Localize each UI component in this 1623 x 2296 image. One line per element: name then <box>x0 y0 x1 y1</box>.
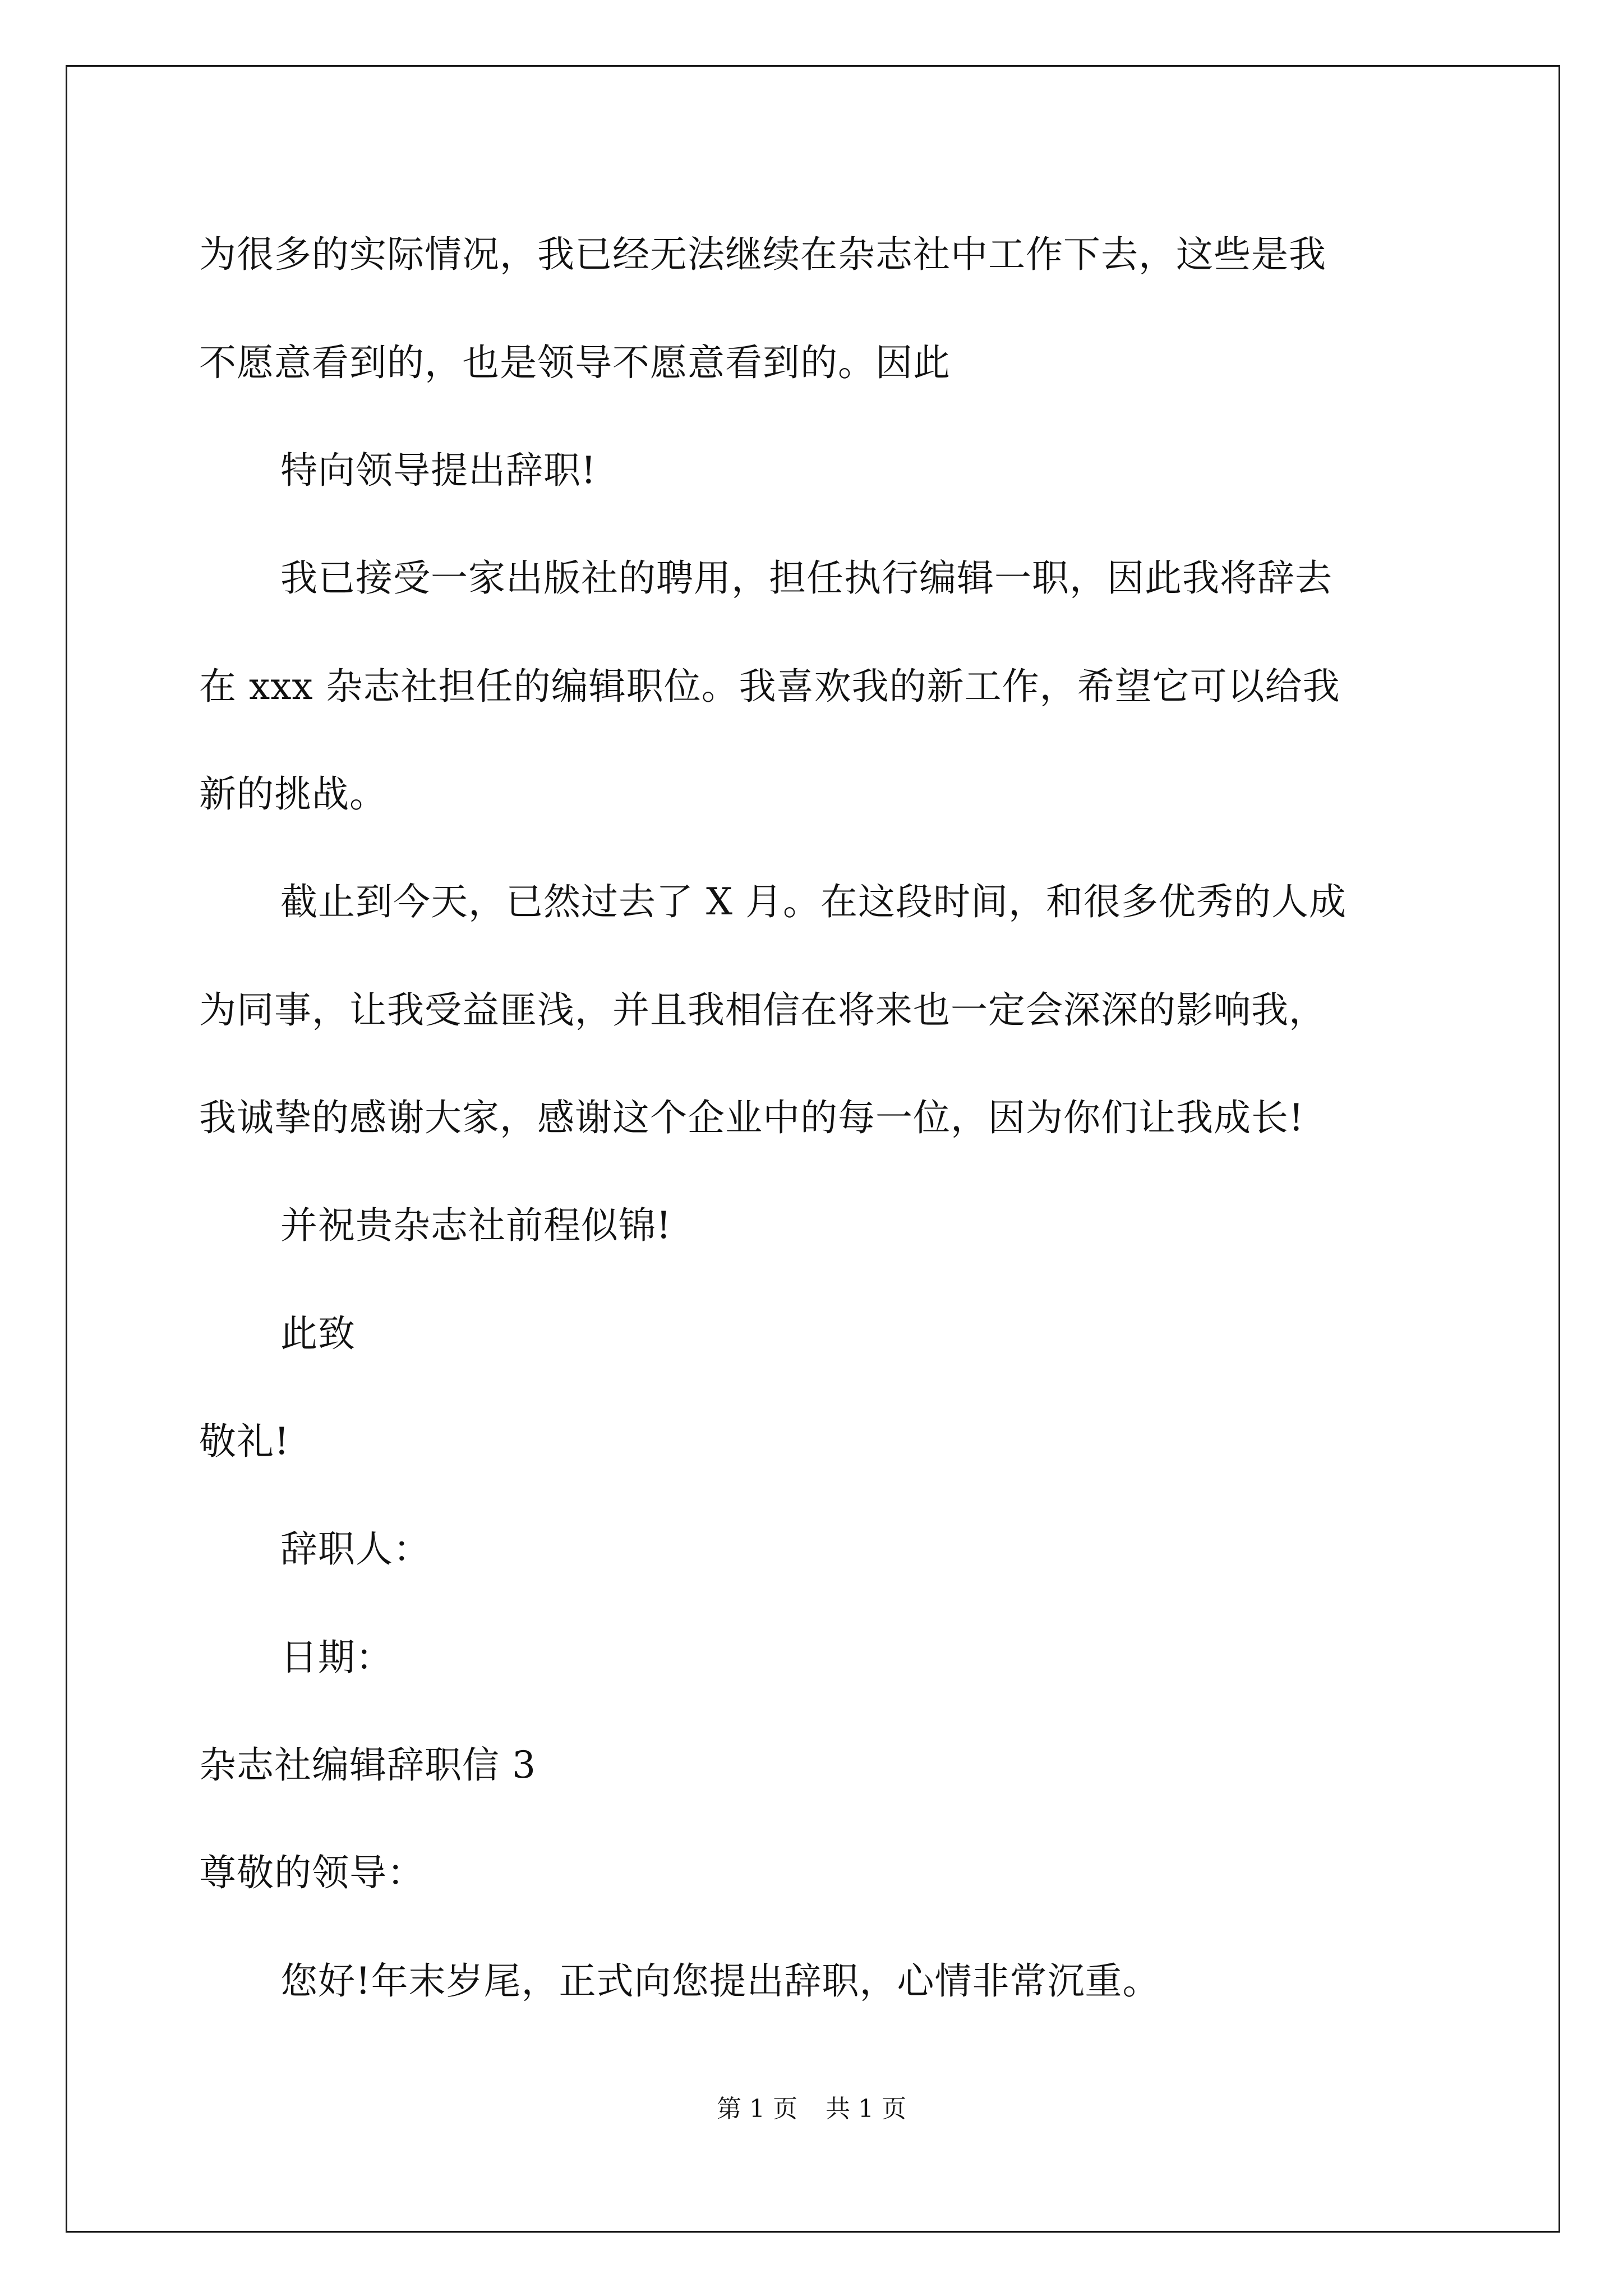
signature-line: 辞职人： <box>280 1527 431 1571</box>
paragraph-line: 为很多的实际情况，我已经无法继续在杂志社中工作下去，这些是我 <box>199 233 1326 276</box>
paragraph-line: 我已接受一家出版社的聘用，担任执行编辑一职，因此我将辞去 <box>280 556 1332 600</box>
paragraph-line: 为同事，让我受益匪浅，并且我相信在将来也一定会深深的影响我， <box>199 988 1326 1032</box>
paragraph-line: 您好!年末岁尾，正式向您提出辞职，心情非常沉重。 <box>280 1959 1160 2003</box>
page-number: 第 1 页 <box>717 2095 797 2123</box>
paragraph-line: 在 xxx 杂志社担任的编辑职位。我喜欢我的新工作，希望它可以给我 <box>199 665 1340 708</box>
page-footer <box>0 2097 1623 2122</box>
letter-heading: 杂志社编辑辞职信 3 <box>199 1743 536 1787</box>
paragraph-line: 我诚挚的感谢大家，感谢这个企业中的每一位，因为你们让我成长! <box>199 1096 1304 1139</box>
paragraph-line: 不愿意看到的，也是领导不愿意看到的。因此 <box>199 341 951 384</box>
greeting-line: 尊敬的领导： <box>199 1851 425 1894</box>
paragraph-line: 截止到今天，已然过去了 X 月。在这段时间，和很多优秀的人成 <box>280 880 1347 923</box>
paragraph-line: 特向领导提出辞职! <box>280 449 597 492</box>
closing-line: 此致 <box>280 1312 356 1355</box>
page-count: 共 1 页 <box>826 2095 906 2123</box>
salutation-line: 敬礼! <box>199 1420 290 1463</box>
page-border <box>66 65 1560 2233</box>
paragraph-line: 新的挑战。 <box>199 772 387 816</box>
paragraph-line: 并祝贵杂志社前程似锦! <box>280 1204 672 1247</box>
date-line: 日期： <box>280 1636 393 1679</box>
